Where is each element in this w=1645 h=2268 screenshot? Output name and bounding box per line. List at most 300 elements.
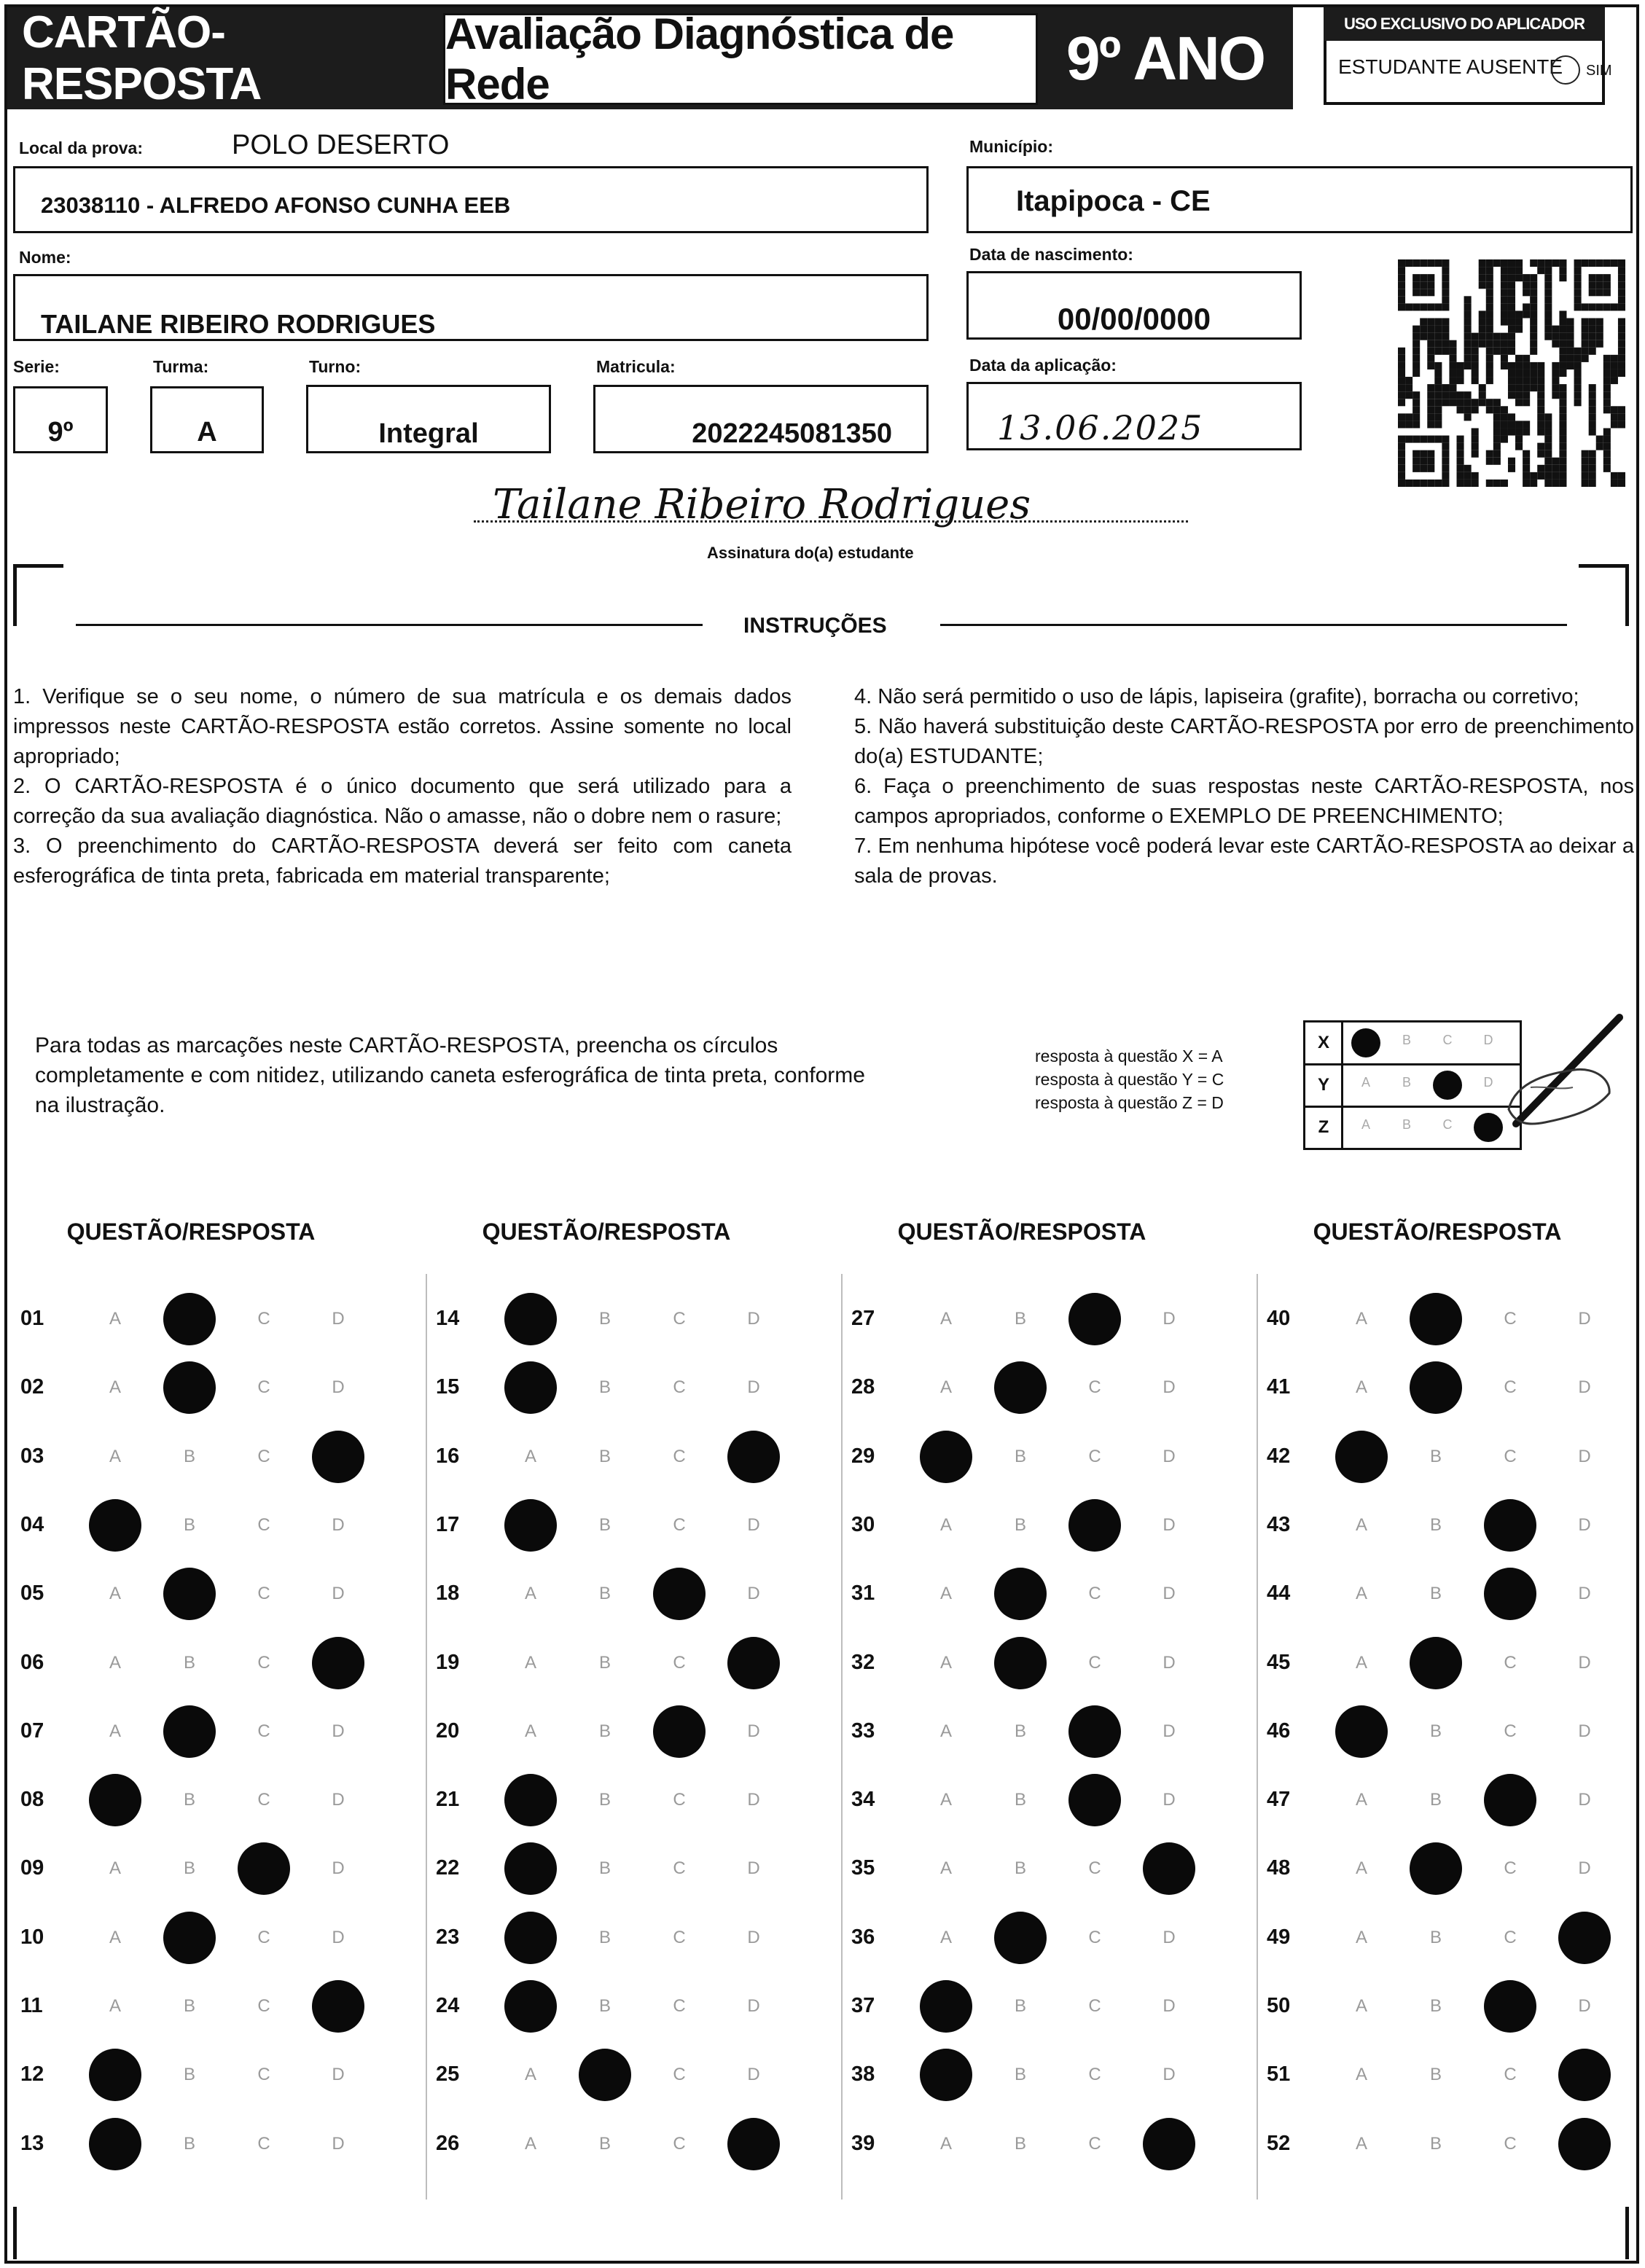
answer-option-d[interactable]: D [1163,2065,1176,2085]
example-option: B [1402,1033,1411,1047]
answer-option-b[interactable]: B [598,1309,611,1329]
answer-option-b[interactable]: B [1429,1584,1442,1604]
filled-answer-bubble[interactable] [1484,1980,1536,2033]
answer-option-b[interactable]: B [1014,1514,1026,1535]
answer-option-a[interactable]: A [524,1584,536,1604]
filled-answer-bubble[interactable] [163,1293,216,1345]
answer-option-b[interactable]: B [598,1858,611,1879]
assessment-title: Avaliação Diagnóstica de Rede [443,13,1038,105]
answer-option-d[interactable]: D [747,2065,760,2085]
answer-option-d[interactable]: D [747,1309,760,1329]
answer-option-c[interactable]: C [257,1996,270,2016]
question-number: 42 [1267,1444,1291,1468]
answer-option-c[interactable]: C [1504,1446,1517,1466]
filled-answer-bubble[interactable] [994,1568,1047,1620]
filled-answer-bubble[interactable] [1484,1774,1536,1826]
answer-option-d[interactable]: D [1578,1446,1591,1466]
question-number: 05 [20,1581,44,1606]
answer-option-d[interactable]: D [747,1377,760,1398]
answer-option-d[interactable]: D [1578,1652,1591,1673]
instruction-item: 1. Verifique se o seu nome, o número de sua matrícula e os demais dados impressos neste CARTÃO-RESPOSTA estão corretos. Assine somente no local apropriado; [13,685,792,768]
answer-option-d[interactable]: D [332,1377,345,1398]
question-number: 38 [851,2062,875,2087]
answer-option-a[interactable]: A [109,1584,121,1604]
answer-option-a[interactable]: A [109,1927,121,1947]
answer-option-b[interactable]: B [1014,1996,1026,2016]
answer-option-a[interactable]: A [109,1858,121,1879]
answer-option-c[interactable]: C [673,1996,686,2016]
question-number: 25 [436,2062,460,2087]
absent-student-bubble[interactable] [1551,55,1580,85]
question-number: 32 [851,1650,875,1674]
answer-option-c[interactable]: C [673,2065,686,2085]
question-number: 35 [851,1856,875,1880]
question-number: 45 [1267,1650,1291,1674]
answer-option-c[interactable]: C [1504,1309,1517,1329]
answer-option-b[interactable]: B [183,1790,195,1810]
answer-option-a[interactable]: A [939,1309,952,1329]
filled-answer-bubble[interactable] [994,1637,1047,1689]
answer-option-c[interactable]: C [673,1514,686,1535]
answer-option-b[interactable]: B [1014,1721,1026,1741]
filled-answer-bubble[interactable] [1558,1912,1611,1964]
filled-answer-bubble[interactable] [653,1705,706,1758]
answer-option-b[interactable]: B [598,1377,611,1398]
answer-option-d[interactable]: D [747,1790,760,1810]
filled-answer-bubble[interactable] [920,2049,972,2101]
answer-option-c[interactable]: C [1088,1377,1101,1398]
birth-value: 00/00/0000 [1057,302,1211,336]
question-number: 36 [851,1925,875,1949]
answer-option-b[interactable]: B [1429,1446,1442,1466]
answer-column-header: QUESTÃO/RESPOSTA [1313,1219,1562,1245]
answer-option-b[interactable]: B [1014,1790,1026,1810]
answer-option-c[interactable]: C [257,1446,270,1466]
answer-option-b[interactable]: B [1429,1721,1442,1741]
answer-option-a[interactable]: A [939,1584,952,1604]
answer-option-b[interactable]: B [183,1446,195,1466]
answer-option-a[interactable]: A [524,2133,536,2154]
answer-option-c[interactable]: C [673,2133,686,2154]
question-number: 51 [1267,2062,1291,2087]
question-number: 15 [436,1375,460,1399]
answer-option-d[interactable]: D [747,1858,760,1879]
qr-code [1398,258,1625,488]
frame-corner-bottom-right [1621,2207,1629,2259]
answer-option-b[interactable]: B [1014,2065,1026,2085]
filled-answer-bubble[interactable] [163,1912,216,1964]
answer-option-a[interactable]: A [1355,1652,1367,1673]
answer-option-a[interactable]: A [109,1721,121,1741]
question-number: 12 [20,2062,44,2087]
answer-option-a[interactable]: A [939,1927,952,1947]
question-number: 34 [851,1788,875,1812]
exam-location-value: POLO DESERTO [232,130,450,160]
answer-option-c[interactable]: C [257,1652,270,1673]
answer-option-a[interactable]: A [1355,1584,1367,1604]
example-row-label: X [1306,1022,1343,1063]
question-number: 20 [436,1718,460,1743]
name-value: TAILANE RIBEIRO RODRIGUES [41,309,436,339]
filled-answer-bubble[interactable] [504,1980,557,2033]
answer-option-c[interactable]: C [257,1309,270,1329]
enrollment-value: 2022245081350 [692,418,892,449]
answer-option-a[interactable]: A [1355,1927,1367,1947]
filled-answer-bubble[interactable] [1143,1842,1195,1895]
filled-answer-bubble[interactable] [920,1431,972,1483]
signature-label: Assinatura do(a) estudante [707,544,914,562]
question-number: 52 [1267,2131,1291,2155]
answer-option-b[interactable]: B [1429,1514,1442,1535]
answer-option-c[interactable]: C [257,1514,270,1535]
answer-option-a[interactable]: A [1355,1309,1367,1329]
answer-option-d[interactable]: D [1578,1996,1591,2016]
answer-option-d[interactable]: D [332,1927,345,1947]
answer-option-a[interactable]: A [524,2065,536,2085]
series-label: Serie: [13,357,60,376]
question-number: 16 [436,1444,460,1468]
answer-option-c[interactable]: C [257,1584,270,1604]
answer-option-b[interactable]: B [598,1721,611,1741]
answer-option-a[interactable]: A [1355,2065,1367,2085]
answer-option-b[interactable]: B [1429,2065,1442,2085]
question-number: 23 [436,1925,460,1949]
example-option: D [1483,1033,1493,1047]
question-number: 41 [1267,1375,1291,1399]
answer-option-a[interactable]: A [939,1514,952,1535]
question-number: 44 [1267,1581,1291,1606]
answer-option-b[interactable]: B [598,1514,611,1535]
filled-answer-bubble[interactable] [504,1774,557,1826]
answer-option-b[interactable]: B [183,1996,195,2016]
column-separator [426,1274,427,2199]
instructions-title: INSTRUÇÕES [743,614,887,638]
filled-answer-bubble[interactable] [504,1293,557,1345]
answer-option-b[interactable]: B [1014,2133,1026,2154]
answer-option-a[interactable]: A [1355,1858,1367,1879]
instructions-rule-right [940,624,1567,626]
answer-option-d[interactable]: D [332,1584,345,1604]
answer-option-a[interactable]: A [1355,1996,1367,2016]
filled-answer-bubble[interactable] [727,1637,780,1689]
answer-option-b[interactable]: B [1014,1858,1026,1879]
exclusive-use-label: USO EXCLUSIVO DO APLICADOR [1324,7,1605,41]
answer-option-c[interactable]: C [1504,2133,1517,2154]
example-filled-bubble [1351,1028,1380,1057]
filled-answer-bubble[interactable] [1335,1705,1388,1758]
answer-option-d[interactable]: D [1163,1721,1176,1741]
application-date-value: 13.06.2025 [997,408,1204,447]
filled-answer-bubble[interactable] [504,1842,557,1895]
instructions-rule-left [76,624,703,626]
answer-option-a[interactable]: A [109,1652,121,1673]
answer-option-c[interactable]: C [257,1927,270,1947]
filled-answer-bubble[interactable] [312,1431,364,1483]
filled-answer-bubble[interactable] [994,1361,1047,1414]
answer-option-a[interactable]: A [524,1446,536,1466]
answer-option-d[interactable]: D [1163,1446,1176,1466]
answer-option-b[interactable]: B [598,2133,611,2154]
filled-answer-bubble[interactable] [312,1980,364,2033]
instruction-item: 2. O CARTÃO-RESPOSTA é o único documento que será utilizado para a correção da sua avaliação diagnóstica. Não o amasse, não o dobre nem o rasure; [13,775,792,828]
filled-answer-bubble[interactable] [727,1431,780,1483]
answer-option-c[interactable]: C [673,1790,686,1810]
answer-option-a[interactable]: A [524,1721,536,1741]
filled-answer-bubble[interactable] [1484,1568,1536,1620]
answer-option-a[interactable]: A [939,1721,952,1741]
example-filled-bubble [1433,1071,1462,1100]
question-number: 14 [436,1307,460,1330]
answer-option-c[interactable]: C [1504,1927,1517,1947]
example-option: B [1402,1075,1411,1090]
filled-answer-bubble[interactable] [994,1912,1047,1964]
question-number: 33 [851,1718,875,1743]
answer-option-d[interactable]: D [747,1927,760,1947]
answer-option-d[interactable]: D [332,1790,345,1810]
example-row-label: Y [1306,1065,1343,1106]
answer-option-a[interactable]: A [1355,1514,1367,1535]
answer-option-d[interactable]: D [332,1858,345,1879]
absent-yes-label: SIM [1586,63,1612,79]
instruction-item: 3. O preenchimento do CARTÃO-RESPOSTA deverá ser feito com caneta esferográfica de tinta preta, fabricada em material transparente; [13,834,792,888]
filled-answer-bubble[interactable] [1484,1499,1536,1552]
answer-option-a[interactable]: A [939,2133,952,2154]
answer-option-c[interactable]: C [1088,1858,1101,1879]
answer-option-b[interactable]: B [183,2065,195,2085]
answer-option-d[interactable]: D [1578,1790,1591,1810]
answer-option-a[interactable]: A [939,1790,952,1810]
answer-option-b[interactable]: B [598,1584,611,1604]
answer-option-c[interactable]: C [1088,1584,1101,1604]
answer-option-d[interactable]: D [1163,1996,1176,2016]
filled-answer-bubble[interactable] [163,1361,216,1414]
answer-option-c[interactable]: C [1504,1652,1517,1673]
filled-answer-bubble[interactable] [1335,1431,1388,1483]
answer-option-d[interactable]: D [332,2133,345,2154]
card-title: CARTÃO-RESPOSTA [22,7,262,109]
answer-option-d[interactable]: D [332,1721,345,1741]
question-number: 21 [436,1788,460,1812]
filled-answer-bubble[interactable] [89,2118,141,2170]
answer-option-c[interactable]: C [1504,2065,1517,2085]
answer-option-d[interactable]: D [1163,1652,1176,1673]
question-number: 29 [851,1444,875,1468]
answer-option-a[interactable]: A [1355,2133,1367,2154]
filled-answer-bubble[interactable] [1410,1293,1462,1345]
filled-answer-bubble[interactable] [312,1637,364,1689]
answer-option-d[interactable]: D [1578,1858,1591,1879]
answer-option-b[interactable]: B [1429,2133,1442,2154]
answer-option-d[interactable]: D [1163,1790,1176,1810]
answer-option-d[interactable]: D [747,1996,760,2016]
answer-option-b[interactable]: B [183,1514,195,1535]
answer-option-d[interactable]: D [1163,1309,1176,1329]
filled-answer-bubble[interactable] [1410,1842,1462,1895]
example-option: B [1402,1117,1411,1132]
answer-option-c[interactable]: C [257,2133,270,2154]
question-number: 37 [851,1994,875,2017]
frame-corner-bottom-left [13,2207,21,2259]
question-number: 08 [20,1788,44,1812]
answer-option-a[interactable]: A [939,1858,952,1879]
answer-option-d[interactable]: D [1578,1514,1591,1535]
filled-answer-bubble[interactable] [653,1568,706,1620]
answer-option-c[interactable]: C [1088,2133,1101,2154]
question-number: 30 [851,1512,875,1536]
example-option: D [1483,1075,1493,1090]
filled-answer-bubble[interactable] [920,1980,972,2033]
shift-label: Turno: [309,357,362,376]
answer-option-b[interactable]: B [1014,1309,1026,1329]
answer-option-d[interactable]: D [1163,1514,1176,1535]
filled-answer-bubble[interactable] [1068,1774,1121,1826]
answer-option-c[interactable]: C [1088,1996,1101,2016]
answer-option-d[interactable]: D [747,1514,760,1535]
answer-option-c[interactable]: C [673,1377,686,1398]
answer-option-a[interactable]: A [524,1652,536,1673]
answer-option-a[interactable]: A [109,1309,121,1329]
instruction-item: 7. Em nenhuma hipótese você poderá levar este CARTÃO-RESPOSTA ao deixar a sala de provas. [854,834,1634,888]
answer-option-a[interactable]: A [109,1996,121,2016]
question-number: 03 [20,1444,44,1468]
answer-option-a[interactable]: A [1355,1377,1367,1398]
question-number: 24 [436,1994,460,2017]
filled-answer-bubble[interactable] [89,2049,141,2101]
frame-corner-top-right [1579,564,1629,626]
question-number: 01 [20,1307,44,1330]
answer-column-header: QUESTÃO/RESPOSTA [482,1219,731,1245]
answer-option-c[interactable]: C [673,1446,686,1466]
class-label: Turma: [153,357,209,376]
answer-option-a[interactable]: A [109,1446,121,1466]
answer-option-a[interactable]: A [109,1377,121,1398]
filled-answer-bubble[interactable] [1143,2118,1195,2170]
filled-answer-bubble[interactable] [1068,1293,1121,1345]
question-number: 11 [20,1994,43,2017]
answer-option-c[interactable]: C [673,1652,686,1673]
answer-option-c[interactable]: C [257,2065,270,2085]
example-option: C [1442,1117,1453,1132]
answer-option-b[interactable]: B [1429,1927,1442,1947]
question-number: 47 [1267,1788,1291,1812]
instruction-item: 4. Não será permitido o uso de lápis, lapiseira (grafite), borracha ou corretivo; [854,685,1579,708]
filled-answer-bubble[interactable] [89,1774,141,1826]
example-option: A [1361,1075,1370,1090]
filled-answer-bubble[interactable] [1068,1705,1121,1758]
answer-option-d[interactable]: D [1163,1927,1176,1947]
filled-answer-bubble[interactable] [163,1568,216,1620]
answer-option-c[interactable]: C [257,1721,270,1741]
question-number: 07 [20,1718,44,1743]
answer-option-a[interactable]: A [939,1377,952,1398]
filled-answer-bubble[interactable] [579,2049,631,2101]
answer-option-b[interactable]: B [598,1996,611,2016]
question-number: 40 [1267,1307,1291,1330]
answer-option-d[interactable]: D [747,1584,760,1604]
answer-option-d[interactable]: D [1163,1584,1176,1604]
answer-option-d[interactable]: D [1578,1721,1591,1741]
question-number: 13 [20,2131,44,2155]
filled-answer-bubble[interactable] [89,1499,141,1552]
answer-option-d[interactable]: D [332,1514,345,1535]
answer-option-b[interactable]: B [183,1858,195,1879]
answer-option-b[interactable]: B [1429,1996,1442,2016]
answer-option-c[interactable]: C [1504,1858,1517,1879]
answer-option-c[interactable]: C [1504,1377,1517,1398]
answer-option-b[interactable]: B [598,1790,611,1810]
answer-option-c[interactable]: C [1088,1446,1101,1466]
answer-option-c[interactable]: C [257,1377,270,1398]
question-number: 48 [1267,1856,1291,1880]
answer-option-d[interactable]: D [332,1309,345,1329]
answer-option-b[interactable]: B [598,1927,611,1947]
instructions-right-column [854,682,1634,891]
example-legend-x: resposta à questão X = A [1035,1047,1223,1065]
answer-option-c[interactable]: C [673,1927,686,1947]
answer-option-a[interactable]: A [1355,1790,1367,1810]
answer-option-c[interactable]: C [673,1858,686,1879]
answer-option-d[interactable]: D [1578,1377,1591,1398]
question-number: 06 [20,1650,44,1674]
answer-option-d[interactable]: D [1578,1584,1591,1604]
filled-answer-bubble[interactable] [1558,2049,1611,2101]
answer-option-b[interactable]: B [183,2133,195,2154]
name-label: Nome: [19,248,71,267]
example-option: C [1442,1033,1453,1047]
filled-answer-bubble[interactable] [1410,1361,1462,1414]
answer-option-b[interactable]: B [598,1446,611,1466]
answer-option-d[interactable]: D [332,2065,345,2085]
application-date-label: Data da aplicação: [969,356,1117,375]
series-value: 9º [47,417,74,447]
filled-answer-bubble[interactable] [504,1912,557,1964]
filled-answer-bubble[interactable] [1558,2118,1611,2170]
filled-answer-bubble[interactable] [504,1499,557,1552]
municipality-value: Itapipoca - CE [1016,185,1211,217]
question-number: 49 [1267,1925,1291,1949]
answer-option-b[interactable]: B [1429,1790,1442,1810]
filled-answer-bubble[interactable] [1410,1637,1462,1689]
answer-option-a[interactable]: A [939,1652,952,1673]
answer-option-b[interactable]: B [1014,1446,1026,1466]
answer-option-c[interactable]: C [1504,1721,1517,1741]
question-number: 04 [20,1512,44,1536]
answer-option-c[interactable]: C [1088,2065,1101,2085]
filled-answer-bubble[interactable] [238,1842,290,1895]
question-number: 19 [436,1650,460,1674]
answer-option-d[interactable]: D [1578,1309,1591,1329]
filled-answer-bubble[interactable] [1068,1499,1121,1552]
answer-option-c[interactable]: C [673,1309,686,1329]
answer-option-d[interactable]: D [1163,1377,1176,1398]
column-separator [841,1274,843,2199]
question-number: 31 [851,1581,875,1606]
example-option: A [1361,1117,1370,1132]
answer-option-c[interactable]: C [1088,1652,1101,1673]
filled-answer-bubble[interactable] [727,2118,780,2170]
answer-option-b[interactable]: B [598,1652,611,1673]
question-number: 18 [436,1581,460,1606]
answer-option-c[interactable]: C [1088,1927,1101,1947]
answer-option-c[interactable]: C [257,1790,270,1810]
filled-answer-bubble[interactable] [504,1361,557,1414]
answer-option-b[interactable]: B [183,1652,195,1673]
pen-hand-illustration [1487,1000,1633,1146]
answer-option-d[interactable]: D [747,1721,760,1741]
example-legend-y: resposta à questão Y = C [1035,1070,1224,1089]
filled-answer-bubble[interactable] [163,1705,216,1758]
enrollment-label: Matricula: [596,357,676,376]
